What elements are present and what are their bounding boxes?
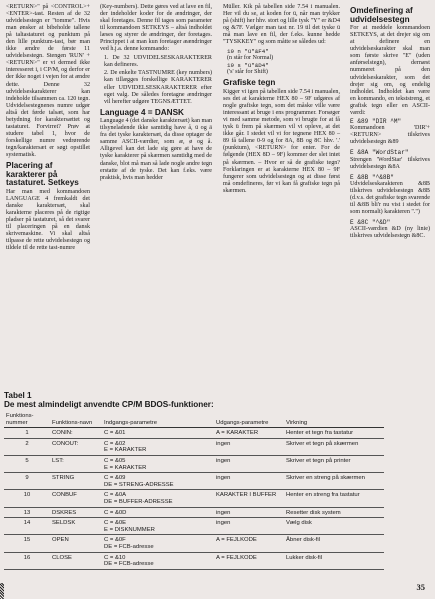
cell-name: STRING — [50, 473, 102, 490]
input-line: E = KARAKTER — [104, 447, 147, 454]
column-4 — [350, 4, 430, 243]
cell-number: 1 — [4, 428, 50, 439]
table-header-row — [4, 412, 384, 428]
cell-effect: Åbner disk-fil — [284, 535, 384, 552]
section-heading-setkeys: Placering af karakterer på tastaturet. Setkeys — [6, 161, 79, 188]
table-row — [4, 490, 384, 507]
column-header: Indgangs-parametre — [102, 412, 214, 428]
cell-name: OPEN — [50, 535, 102, 552]
list-item: 1. De 32 UDVIDELSESKARAKTERER kan defineres. — [104, 54, 212, 68]
input-line: C = &0A — [104, 492, 127, 499]
code-example — [223, 48, 340, 76]
cell-input — [102, 455, 214, 472]
input-line: C = &0D — [104, 509, 127, 516]
cell-number: 9 — [4, 473, 50, 490]
list-item — [350, 149, 430, 170]
input-line: DE = BUFFER-ADRESSE — [104, 498, 173, 505]
bdos-functions-table — [4, 412, 384, 570]
cell-name: CONIN: — [50, 428, 102, 439]
cell-output: A = KARAKTER — [214, 428, 284, 439]
cell-effect: Skriver et tegn på printer — [284, 455, 384, 472]
table-row — [4, 455, 384, 472]
cell-input — [102, 438, 214, 455]
code-line: E &8A "WordStar" — [350, 149, 409, 157]
table-row — [4, 518, 384, 535]
cell-number: 13 — [4, 507, 50, 518]
cell-name: LST: — [50, 455, 102, 472]
item-description: Udvidelseskarakteren &8B tilskrives udvidelsestegn &8B (d.v.s. det grafiske tegn svarende til &8B bli'r nu vist i stedet for som normalt) karakteren ".") — [350, 180, 430, 215]
paragraph: Language 4 (det danske karaktersæt) kan man tilsyneladende ikke samtidig have å, ü og ä fra det tyske karaktersæt, da disse optager de samme ASCII-værdier, som æ, ø og å. Alligevel kan det lade sig gøre at have de tyske karakterer på skærmen samtidig med de danske, blot må man så lade nogle andre tegn erstatte af de tyske. Det kan f.eks. være praktisk, hvis man hedder — [100, 118, 213, 181]
input-line: DE = FCB-adresse — [104, 561, 154, 568]
input-line: C = &01 — [104, 430, 126, 437]
code-line: E &8C "^&D" — [350, 218, 391, 226]
cell-effect: Skriver et tegn på skærmen — [284, 438, 384, 455]
item-description: ASCII-værdien &D (ny linie) tilskrives udvidelsestegn &8C. — [350, 225, 430, 239]
table-row — [4, 535, 384, 552]
item-description: Strengen 'WordStar' tilskrives udvidelsestegn &8A — [350, 156, 430, 170]
cell-output: ingen — [214, 507, 284, 518]
cell-number: 15 — [4, 535, 50, 552]
code-line: 19 s "ü"&D4" — [227, 62, 269, 70]
code-line: E &89 "DIR ^M" — [350, 118, 402, 126]
paragraph: Kigger vi igen på tabellen side 7.54 i manualen, ses det at karakterne HEX 80 – 9F udgøres af nogle grafiske tegn, som det måske ville være interessant at bruge i ens programmer. Forsøger vi med samme metode, som vi brugte for at få tysk ü frem på skærmen vil vi opleve, at det ikke går. I stedet vil vi for tegnene HEX 80 – 89 få tallene 0-9 og for 8A, 8B og 8C hhv. '.' (punktum), <RETURN> for enter. For de følgende (HEX 8D – 9F) kommer der slet intet på skærmen. – Hvor er så de grafiske tegn? Forklaringen er at karakterne HEX 80 – 9F fungerer som udvidelsestegn og at disse først må omdefineres, før vi kan få grafiske tegn på skærmen. — [223, 89, 340, 194]
paragraph: Müller. Kik på tabellen side 7.54 i manualen. Her vil du se, at koden for ü, når man trykker på (shift) her hhv. stort og lille tysk "Y" er &D4 og &7F. Vælger man tast nr. 19 til det tyske ü må man lave en fil, der f.eks. kunne hedde "TYSKKEY" og som måtte se således ud: — [223, 4, 340, 46]
cell-number: 5 — [4, 455, 50, 472]
cell-input — [102, 473, 214, 490]
cell-output: KARAKTER I BUFFER — [214, 490, 284, 507]
table-title: Tabel 1 — [4, 391, 32, 400]
cell-output: ingen — [214, 473, 284, 490]
input-line: C = &09 — [104, 475, 126, 482]
cell-effect: Vælg disk — [284, 518, 384, 535]
page-number: 35 — [416, 582, 425, 592]
column-header: Virkning — [284, 412, 384, 428]
paragraph: <RETURN>" på <CONTROL>+<ENTER>-tast. Resten af de 32 udvidelsestegn er "tomme". Hvis man ønsker at bibeholde tallene på taltastaturet og punktum på den lille punktum-tast, bør man ikke ændre de første 11 udvidelsestegn. Stengen 'RUN' + <RETURN>" er vi dermed ikke interesseret i, i CP/M, og derfor er der ikke noget i vejen for at ændre dette. Denne 32 udvidelseskarakterer kan indeholde tilsammen ca. 120 tegn. Udvidelsestegnenes numre udgør altså det førde talsæt, som har betydning for karaktersættet og tastaturet. Forvirret? Prøv at studere tabel 1, hvor de forskellige numre vedrørende tegn/karaktersæt er søgt opstillet systematisk. — [6, 4, 90, 158]
cell-name: DSKRES — [50, 507, 102, 518]
cell-number: 10 — [4, 490, 50, 507]
column-2 — [100, 4, 212, 183]
bdos-table-section — [4, 391, 384, 570]
cell-effect: Henter et tegn fra tastatur — [284, 428, 384, 439]
cell-output: ingen — [214, 455, 284, 472]
input-line: DE = FCB-adresse — [104, 543, 154, 550]
input-line: DE = STRENG-ADRESSE — [104, 481, 174, 488]
column-3 — [223, 4, 340, 196]
cell-input — [102, 518, 214, 535]
cell-number: 16 — [4, 552, 50, 569]
cell-output: A = FEJLKODE — [214, 535, 284, 552]
cell-output: ingen — [214, 518, 284, 535]
list-item: 2. De enkelte TASTNUMRE (key numbers) kan tillægges forskellige KARAKTERER eller UDVIDELSESKARAKTERER efter eget valg. De således foretagne ændringer vil herefter udgøre TEGNSÆTTET. — [104, 70, 212, 105]
cell-input — [102, 507, 214, 518]
list-item — [350, 118, 430, 146]
cell-input — [102, 428, 214, 439]
paragraph: For at meddele kommandoen SETKEYS, at det drejer sig om at definere en udvidelseskarakter skal man som første skrive "E" (uden anførselstegn), dernæst nummeret på den udvidelseskarakter, som det drejer sig om, og endelig indholdet. Indholdet kan være en kommando, en tekststreng, et grafisk tegn eller en ASCII-værdi: — [350, 25, 430, 116]
code-line: 19 n "ü"&F4" — [227, 48, 269, 56]
cell-effect: Lukker disk-fil — [284, 552, 384, 569]
cell-number: 14 — [4, 518, 50, 535]
input-line: C = &10 — [104, 554, 126, 561]
code-note: ('s' står for Shift) — [227, 69, 268, 76]
cell-effect: Henter en streng fra tastatur — [284, 490, 384, 507]
paragraph: (Key-numbers). Dette gøres ved at lave en fil, der indeholder koder for de ændringer, der skal foretages. Denne fil tages som parameter til kommandoen SETKEYS – altså indholdet læses og styrer de ændringer, der foretages. Princippet i at man kun foretager æændringer ved h.j.a. denne kommando: — [100, 4, 212, 53]
column-header: Funktions-navn — [50, 412, 102, 428]
item-description: Kommandoen 'DIR'+<RETURN> tilskrives udvidelsestegn &89 — [350, 125, 430, 146]
column-header: Funktions-nummer — [4, 412, 50, 428]
cell-effect: Skriver en streng på skærmen — [284, 473, 384, 490]
input-line: C = &0F — [104, 537, 126, 544]
cell-name: CLOSE — [50, 552, 102, 569]
input-line: E = KARAKTER — [104, 464, 147, 471]
table-row — [4, 428, 384, 439]
input-line: C = &0E — [104, 520, 127, 527]
table-row — [4, 552, 384, 569]
cell-output: A = FEJLKODE — [214, 552, 284, 569]
edge-pattern — [0, 583, 4, 599]
table-row — [4, 507, 384, 518]
list-item — [350, 174, 430, 216]
table-row — [4, 473, 384, 490]
table-row — [4, 438, 384, 455]
list-item — [350, 219, 430, 240]
code-line: E &8B "^&8B" — [350, 173, 394, 181]
cell-effect: Resetter disk system — [284, 507, 384, 518]
cell-output: ingen — [214, 438, 284, 455]
input-line: C = &05 — [104, 457, 126, 464]
section-heading-language: Language 4 = DANSK — [100, 107, 184, 117]
cell-number: 2 — [4, 438, 50, 455]
input-line: C = &02 — [104, 440, 126, 447]
paragraph: Har man med kommandoen LANGUAGE 4 fremkaldt det danske karaktersæt, skal karakterne placeres på de rigtige pladser på tastaturet, så det svarer til placeringen på en dansk skrivemaskine. Vi skal altså tilpasse de rette udvidelsestegn og tildele til de rette tast-numre — [6, 188, 90, 252]
cell-input — [102, 490, 214, 507]
input-line: E = DISKNUMMER — [104, 526, 155, 533]
column-1 — [6, 4, 90, 254]
section-heading-omdefinering: Omdefinering af udvidelsestegn — [350, 6, 413, 24]
cell-name: SELDSK — [50, 518, 102, 535]
column-header: Udgangs-parametre — [214, 412, 284, 428]
code-note: (n står for Normal) — [227, 55, 274, 62]
cell-input — [102, 535, 214, 552]
cell-name: CONBUF — [50, 490, 102, 507]
section-heading-grafiske-tegn: Grafiske tegn — [223, 78, 276, 88]
cell-name: CONOUT: — [50, 438, 102, 455]
cell-input — [102, 552, 214, 569]
table-subtitle: De mest almindeligt anvendte CP/M BDOS-funktioner: — [4, 400, 214, 409]
